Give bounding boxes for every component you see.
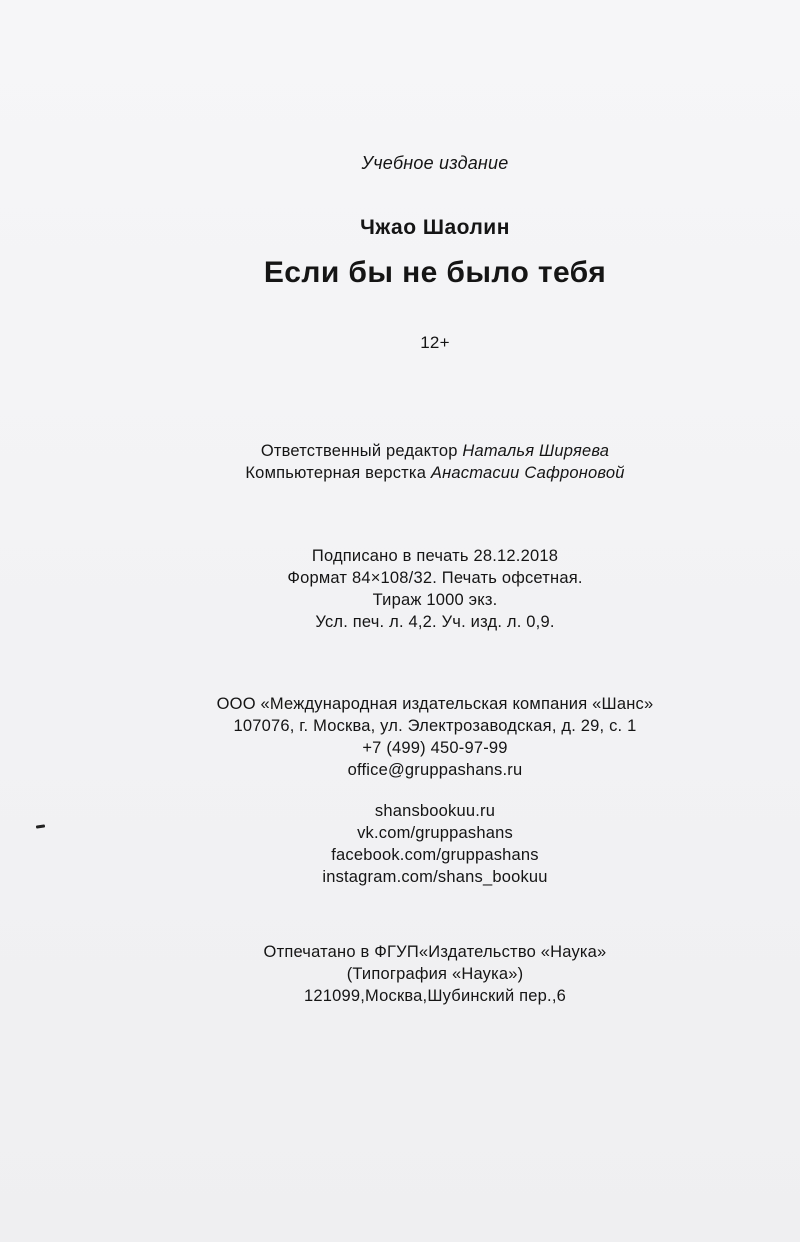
author-name: Чжао Шаолин: [360, 216, 510, 239]
book-title: Если бы не было тебя: [263, 256, 607, 289]
layout-name: Анастасии Сафроновой: [430, 464, 625, 482]
link-instagram: instagram.com/shans_bookuu: [322, 868, 548, 886]
publisher-name: ООО «Международная издательская компания «Шанс»: [216, 695, 654, 713]
layout-label: Компьютерная верстка: [245, 464, 427, 482]
publisher-phone: +7 (499) 450-97-99: [362, 739, 508, 757]
print-sheets: Усл. печ. л. 4,2. Уч. изд. л. 0,9.: [315, 613, 555, 631]
printer-address: 121099,Москва,Шубинский пер.,6: [303, 987, 567, 1005]
editor-credit: [0, 440, 800, 462]
edition-type: Учебное издание: [361, 153, 509, 173]
link-website: shansbookuu.ru: [374, 802, 496, 820]
link-facebook: facebook.com/gruppashans: [331, 846, 539, 864]
publisher-email: office@gruppashans.ru: [347, 761, 523, 779]
editor-name: Наталья Ширяева: [462, 442, 610, 460]
editor-label: Ответственный редактор: [260, 442, 458, 460]
publisher-address: 107076, г. Москва, ул. Электрозаводская, д. 29, с. 1: [233, 717, 637, 735]
print-run: Тираж 1000 экз.: [372, 591, 498, 609]
printer-subtitle: (Типография «Наука»): [346, 965, 524, 983]
signed-date: Подписано в печать 28.12.2018: [311, 547, 559, 565]
print-format: Формат 84×108/32. Печать офсетная.: [287, 569, 583, 587]
age-rating: 12+: [420, 333, 450, 352]
link-vk: vk.com/gruppashans: [357, 824, 513, 842]
layout-credit: [0, 462, 800, 484]
printer-name: Отпечатано в ФГУП«Издательство «Наука»: [263, 943, 607, 961]
